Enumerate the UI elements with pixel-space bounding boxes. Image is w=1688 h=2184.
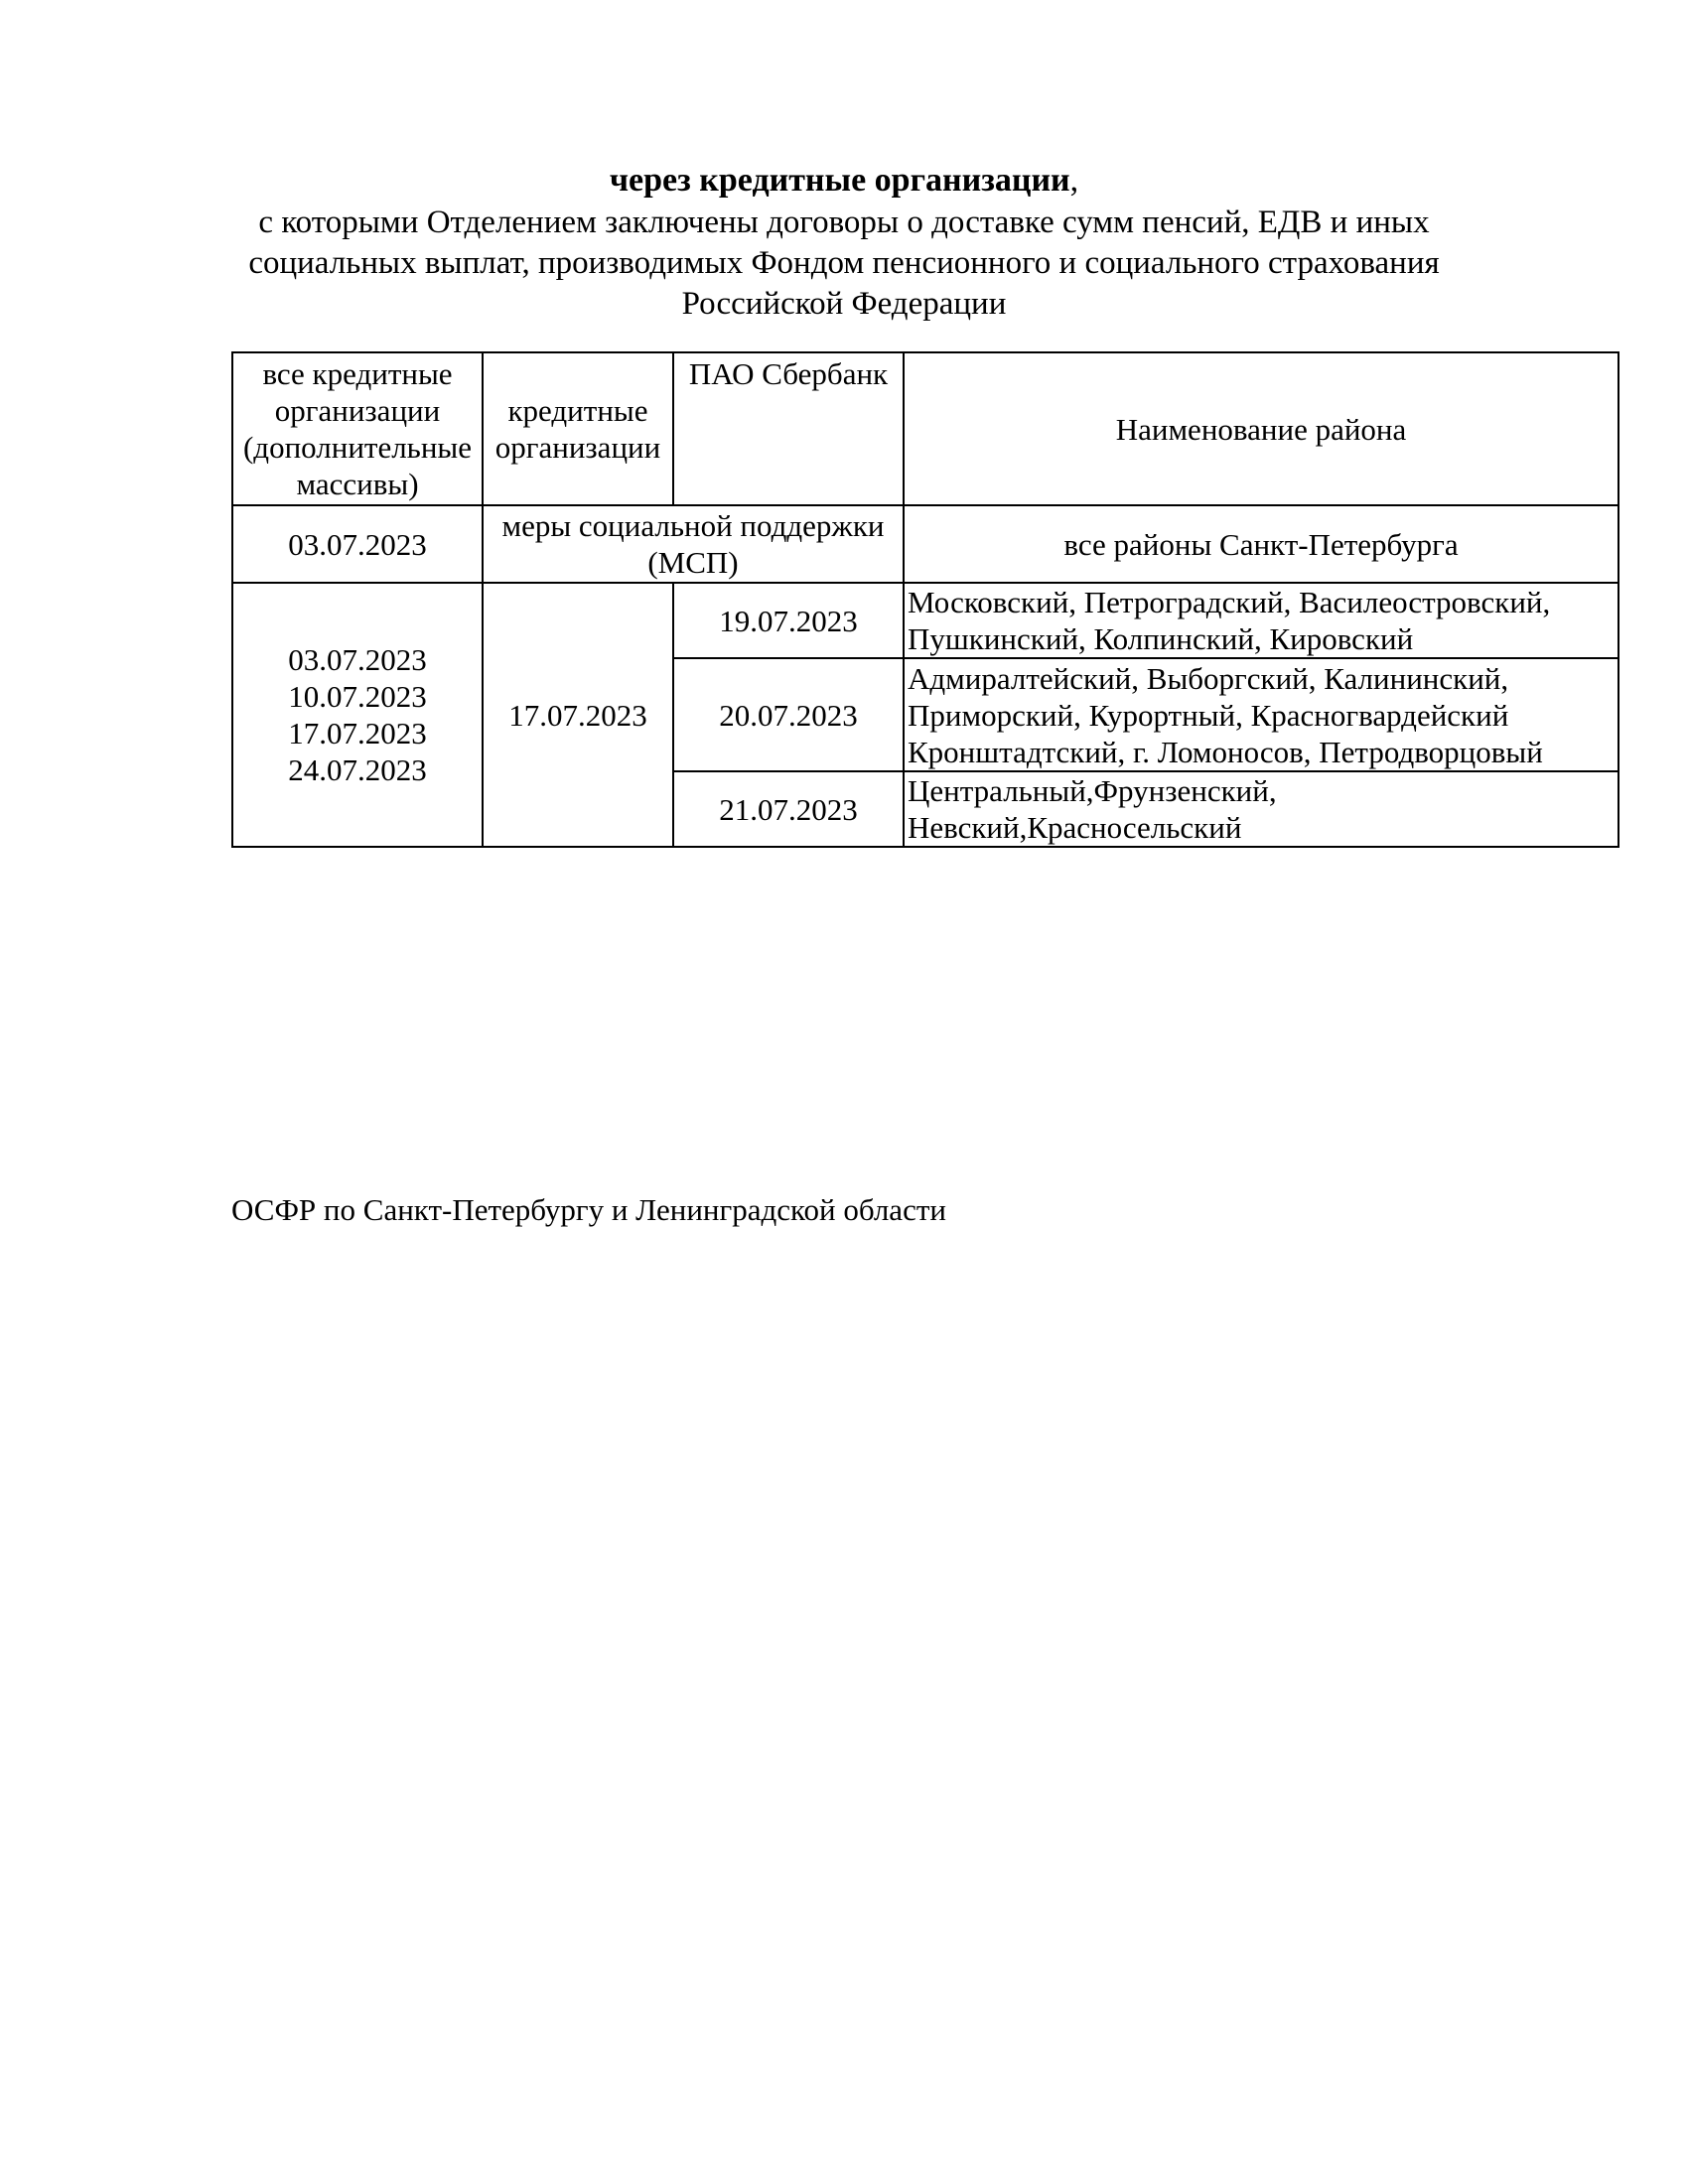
msp-districts: все районы Санкт-Петербурга [904,505,1618,583]
district-line: Кронштадтский, г. Ломоносов, Петродворцовый [908,734,1543,769]
district-line: Пушкинский, Колпинский, Кировский [908,621,1414,656]
sberbank-date: 21.07.2023 [673,771,904,847]
header-credit-orgs-line: организации [494,430,661,465]
header-all-credit-orgs-line: все кредитные [262,356,453,391]
header-all-credit-orgs-line: организации [274,393,441,428]
table-row-msp [232,505,1618,583]
msp-label [483,505,904,583]
document-heading [228,159,1460,325]
footer-organization: ОСФР по Санкт-Петербургу и Ленинградской области [231,1192,946,1227]
header-all-credit-orgs-line: массивы) [296,467,419,501]
msp-label-line: (МСП) [647,545,739,580]
all-orgs-date: 10.07.2023 [288,679,427,714]
district-list [904,658,1618,771]
sberbank-date: 19.07.2023 [673,583,904,658]
district-line: Невский,Красносельский [908,810,1242,845]
all-orgs-date: 17.07.2023 [288,716,427,751]
district-list [904,583,1618,658]
header-all-credit-orgs [232,352,483,505]
table-header-row [232,352,1618,505]
title-text: через кредитные организации [609,162,1070,199]
title-comma: , [1069,162,1079,199]
subtitle-line-2: социальных выплат, производимых Фондом пенсионного и социального страхования [248,245,1440,281]
header-sberbank: ПАО Сбербанк [673,352,904,505]
msp-label-line: меры социальной поддержки [501,508,885,543]
document-title [228,159,1460,203]
district-line: Приморский, Курортный, Красногвардейский [908,697,1509,733]
header-credit-orgs-line: кредитные [507,393,648,428]
all-orgs-date: 24.07.2023 [288,752,427,787]
district-list [904,771,1618,847]
district-line: Центральный,Фрунзенский, [908,773,1277,808]
msp-date: 03.07.2023 [232,505,483,583]
header-credit-orgs [483,352,673,505]
subtitle-line-3: Российской Федерации [681,286,1007,322]
district-line: Московский, Петроградский, Василеостровский, [908,585,1551,619]
payment-schedule-table [231,351,1619,848]
district-line: Адмиралтейский, Выборгский, Калининский, [908,660,1509,696]
subtitle-line-1: с которыми Отделением заключены договоры о доставке сумм пенсий, ЕДВ и иных [258,205,1430,240]
all-orgs-dates [232,583,483,847]
header-district-name: Наименование района [904,352,1618,505]
sberbank-date: 20.07.2023 [673,658,904,771]
all-orgs-date: 03.07.2023 [288,642,427,677]
header-all-credit-orgs-line: (дополнительные [242,430,473,465]
credit-orgs-date: 17.07.2023 [483,583,673,847]
table-row [232,583,1618,658]
